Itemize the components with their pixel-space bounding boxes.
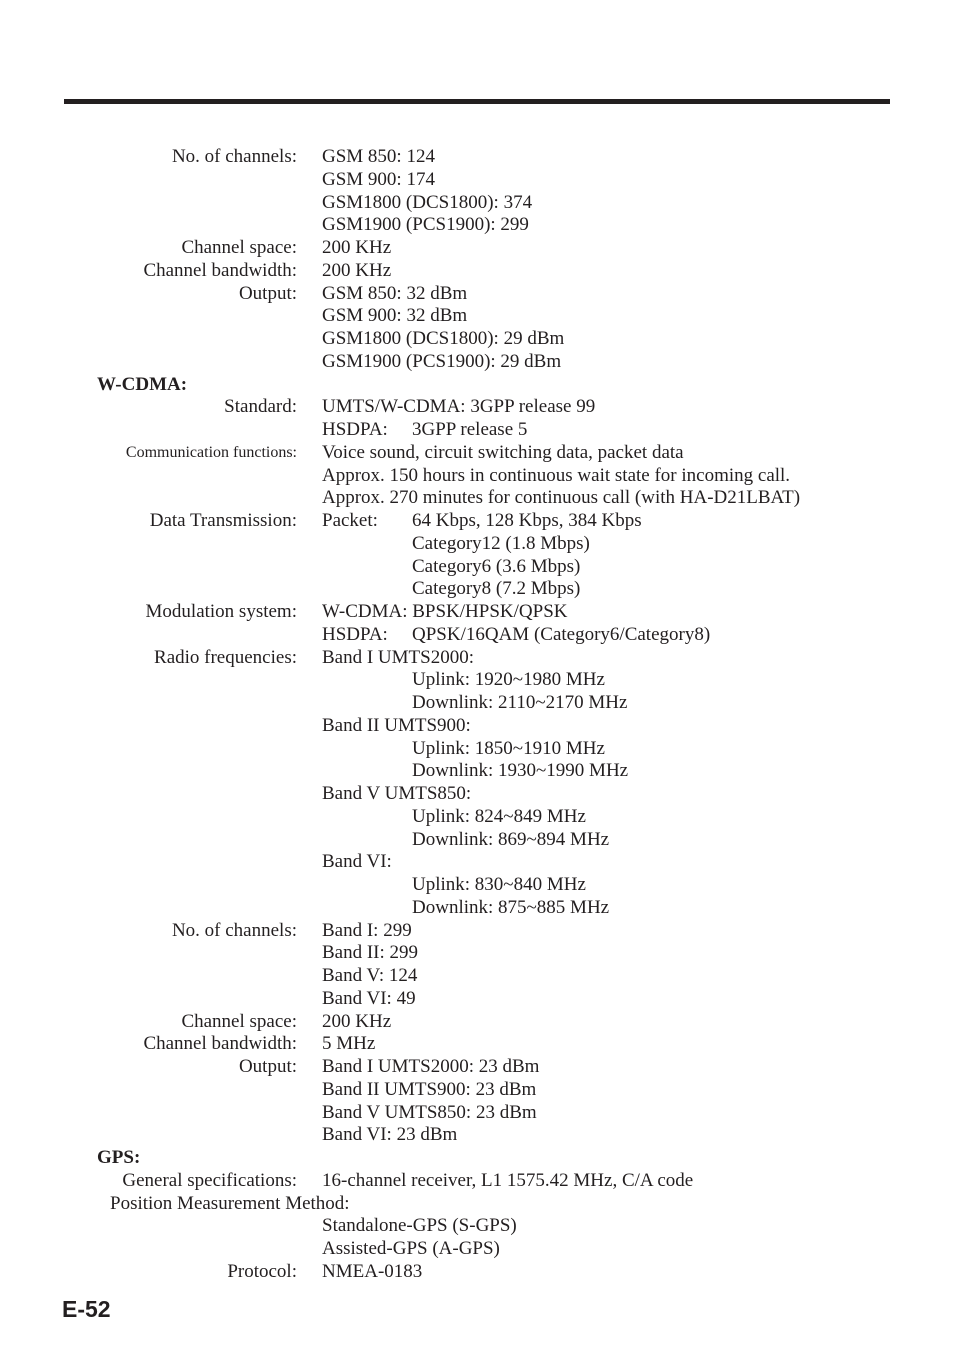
spec-row: [0, 874, 954, 897]
spec-label: Output:: [238, 282, 297, 304]
spec-row: [0, 829, 954, 852]
spec-row: [0, 669, 954, 692]
spec-row: [0, 419, 954, 442]
spec-label: Channel bandwidth:: [143, 1033, 297, 1055]
spec-row: [0, 783, 954, 806]
spec-row: [0, 760, 954, 783]
spec-value: 5 MHz: [322, 1033, 376, 1055]
spec-label: Standard:: [224, 396, 297, 418]
spec-row: [0, 1124, 954, 1147]
spec-value-indented: QPSK/16QAM (Category6/Category8): [412, 623, 711, 645]
spec-label: Radio frequencies:: [154, 646, 297, 668]
spec-row: [0, 260, 954, 283]
spec-row: [0, 601, 954, 624]
spec-row: [0, 1238, 954, 1261]
page-number: E-52: [62, 1296, 111, 1322]
header-rule: [64, 99, 890, 104]
spec-row: [0, 1170, 954, 1193]
spec-row: [0, 692, 954, 715]
section-heading-row: [0, 374, 954, 397]
spec-row: [0, 1011, 954, 1034]
spec-row: [0, 305, 954, 328]
spec-value: GSM 850: 32 dBm: [322, 282, 468, 304]
spec-label: No. of channels:: [171, 146, 297, 167]
spec-prefix: HSDPA:: [322, 419, 388, 440]
spec-row: [0, 442, 954, 465]
band-name: Band II UMTS900:: [322, 714, 471, 736]
spec-row: [0, 465, 954, 488]
spec-value: Band VI: 49: [322, 987, 416, 1009]
spec-value: Band V UMTS850: 23 dBm: [322, 1101, 537, 1123]
section-heading: W-CDMA:: [97, 373, 188, 395]
spec-row: [0, 942, 954, 965]
spec-row: [0, 1102, 954, 1125]
spec-value: NMEA-0183: [322, 1260, 423, 1282]
spec-label: Output:: [238, 1056, 297, 1077]
band-uplink: Uplink: 1850~1910 MHz: [412, 737, 605, 759]
spec-value: Band II: 299: [322, 942, 419, 964]
band-downlink: Downlink: 1930~1990 MHz: [412, 760, 629, 782]
spec-value: GSM1800 (DCS1800): 29 dBm: [322, 328, 565, 349]
spec-value: GSM1800 (DCS1800): 374: [322, 191, 533, 213]
spec-prefix: Packet:: [322, 510, 378, 531]
spec-row: [0, 1261, 954, 1284]
spec-value: Band I: 299: [322, 919, 412, 941]
spec-value: Voice sound, circuit switching data, packet data: [322, 441, 684, 463]
band-name: Band I UMTS2000:: [322, 646, 474, 668]
spec-label: Position Measurement Method:: [110, 1192, 350, 1214]
spec-value: Standalone-GPS (S-GPS): [322, 1215, 517, 1237]
spec-row: [0, 214, 954, 237]
spec-row: [0, 146, 954, 169]
band-uplink: Uplink: 830~840 MHz: [412, 874, 586, 895]
spec-value: [322, 510, 642, 533]
spec-value: Category6 (3.6 Mbps): [412, 555, 581, 577]
spec-row: [0, 192, 954, 215]
spec-list: [0, 146, 954, 1284]
spec-label: Channel space:: [181, 237, 297, 258]
spec-row: [0, 624, 954, 647]
spec-value: Band VI: 23 dBm: [322, 1124, 458, 1146]
spec-row: [0, 988, 954, 1011]
spec-row: [0, 1056, 954, 1079]
spec-value: Category8 (7.2 Mbps): [412, 578, 581, 600]
spec-row: [0, 715, 954, 738]
spec-row: [0, 328, 954, 351]
spec-value: W-CDMA: BPSK/HPSK/QPSK: [322, 601, 568, 622]
spec-row: [0, 1033, 954, 1056]
band-downlink: Downlink: 869~894 MHz: [412, 828, 610, 850]
section-heading-row: [0, 1147, 954, 1170]
spec-value: Band V: 124: [322, 965, 418, 986]
spec-row: [0, 533, 954, 556]
spec-value: 16-channel receiver, L1 1575.42 MHz, C/A code: [322, 1169, 694, 1191]
spec-row: [0, 237, 954, 260]
spec-label: Modulation system:: [145, 601, 297, 622]
spec-row: [0, 487, 954, 510]
spec-row: [0, 351, 954, 374]
spec-value: GSM 900: 32 dBm: [322, 305, 468, 327]
spec-label: No. of channels:: [171, 919, 297, 941]
spec-row: [0, 806, 954, 829]
spec-value: Approx. 270 minutes for continuous call (with HA-D21LBAT): [322, 487, 801, 509]
spec-value: GSM1900 (PCS1900): 299: [322, 214, 529, 236]
spec-value: Assisted-GPS (A-GPS): [322, 1238, 500, 1259]
section-heading: GPS:: [97, 1147, 141, 1168]
spec-value: UMTS/W-CDMA: 3GPP release 99: [322, 396, 596, 418]
spec-value-indented: 3GPP release 5: [412, 419, 528, 440]
spec-row: [0, 1079, 954, 1102]
spec-row: [0, 1215, 954, 1238]
spec-value: GSM 850: 124: [322, 146, 435, 167]
spec-row: [0, 510, 954, 533]
band-name: Band VI:: [322, 851, 392, 873]
spec-row: [0, 920, 954, 943]
spec-row: [0, 647, 954, 670]
spec-value: GSM1900 (PCS1900): 29 dBm: [322, 350, 562, 372]
spec-value-indented: 64 Kbps, 128 Kbps, 384 Kbps: [412, 510, 642, 531]
band-name: Band V UMTS850:: [322, 783, 472, 804]
band-downlink: Downlink: 875~885 MHz: [412, 896, 610, 918]
spec-label: Protocol:: [227, 1260, 297, 1282]
spec-label: Communication functions:: [125, 443, 297, 461]
spec-value: GSM 900: 174: [322, 168, 435, 190]
spec-row: [0, 1193, 954, 1216]
spec-row: [0, 897, 954, 920]
spec-value: Approx. 150 hours in continuous wait state for incoming call.: [322, 464, 791, 486]
spec-row: [0, 578, 954, 601]
spec-value: [322, 623, 711, 647]
spec-label: Data Transmission:: [149, 510, 297, 531]
spec-value: Band I UMTS2000: 23 dBm: [322, 1056, 540, 1077]
band-uplink: Uplink: 824~849 MHz: [412, 805, 586, 827]
spec-value: Band II UMTS900: 23 dBm: [322, 1078, 537, 1100]
spec-row: [0, 965, 954, 988]
spec-row: [0, 396, 954, 419]
spec-row: [0, 738, 954, 761]
spec-value: 200 KHz: [322, 259, 392, 281]
spec-row: [0, 851, 954, 874]
spec-label: Channel space:: [181, 1010, 297, 1032]
spec-row: [0, 169, 954, 192]
spec-prefix: HSDPA:: [322, 623, 388, 645]
spec-value: [322, 419, 528, 442]
spec-row: [0, 283, 954, 306]
spec-row: [0, 556, 954, 579]
spec-value: Category12 (1.8 Mbps): [412, 532, 590, 554]
spec-label: Channel bandwidth:: [143, 259, 297, 281]
band-uplink: Uplink: 1920~1980 MHz: [412, 669, 605, 691]
band-downlink: Downlink: 2110~2170 MHz: [412, 692, 628, 713]
spec-label: General specifications:: [122, 1169, 297, 1191]
spec-value: 200 KHz: [322, 1010, 392, 1032]
spec-value: 200 KHz: [322, 237, 392, 258]
